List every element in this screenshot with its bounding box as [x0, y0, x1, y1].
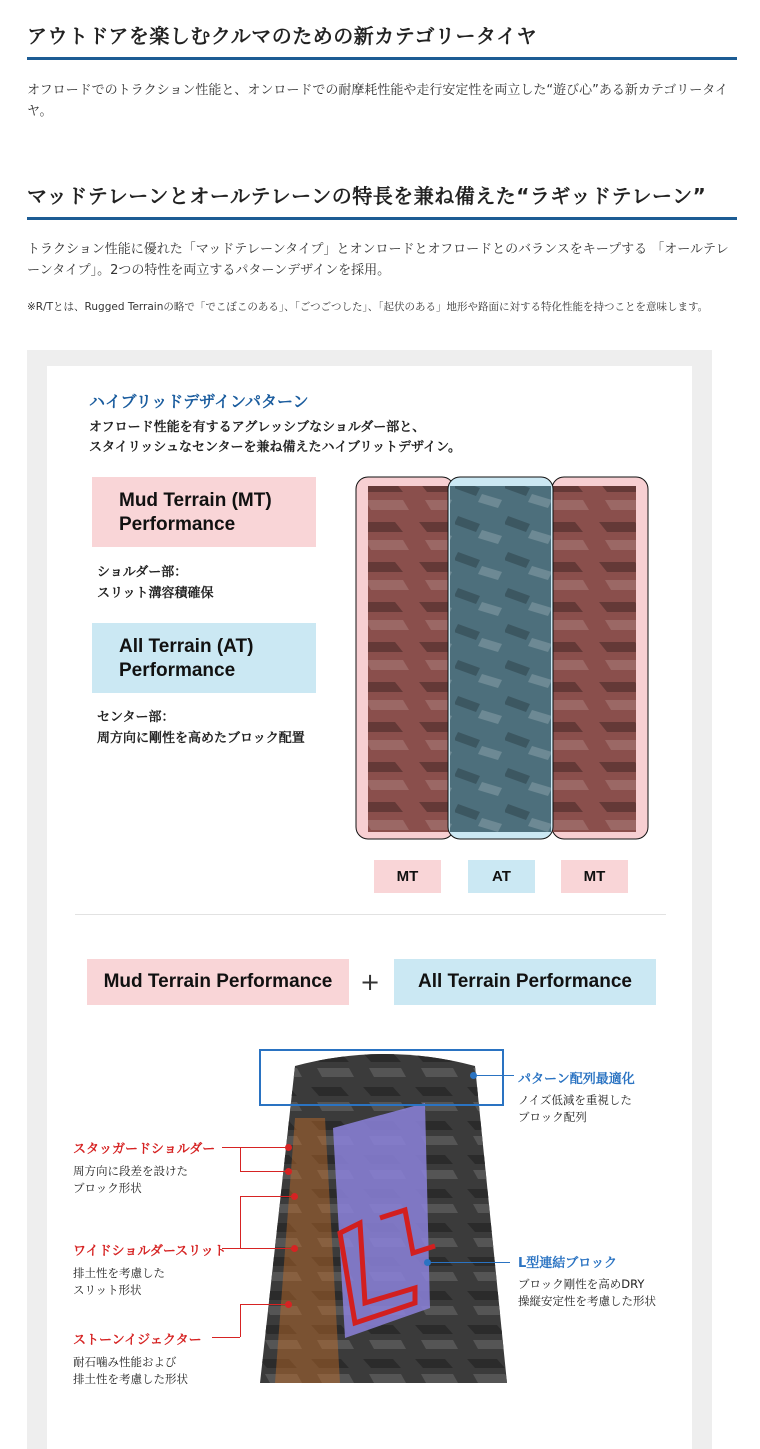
divider [75, 914, 666, 915]
plus-icon: + [360, 968, 381, 996]
wide-dot-2 [291, 1245, 298, 1252]
lblock-dot [424, 1259, 431, 1266]
tag-mt-left: MT [374, 860, 441, 893]
at-box-line1: All Terrain (AT) [119, 636, 254, 657]
tag-at-center: AT [468, 860, 535, 893]
stone-line2: 排土性を考慮した形状 [73, 1372, 188, 1386]
wide-connector-v [240, 1196, 241, 1248]
wide-line1: 排土性を考慮した [73, 1266, 165, 1280]
staggered-connector-top [240, 1147, 288, 1148]
stone-line1: 耐石噛み性能および [73, 1355, 177, 1369]
combo-all-terrain: All Terrain Performance [394, 959, 656, 1005]
mt-box-line1: Mud Terrain (MT) [119, 490, 272, 511]
lblock-line1: ブロック剛性を高めDRY [518, 1277, 645, 1291]
stone-title: ストーンイジェクター [73, 1333, 202, 1348]
combo-mud-terrain: Mud Terrain Performance [87, 959, 349, 1005]
mt-box-line2: Performance [119, 514, 236, 535]
wide-connector-top [240, 1196, 294, 1197]
pattern-highlight-box [259, 1049, 504, 1106]
tread-pattern-image [355, 476, 649, 841]
section-body-new-category: オフロードでのトラクション性能と、オンロードでの耐摩耗性能や走行安定性を両立した“遊び心”ある新カテゴリータイヤ。 [27, 83, 729, 119]
staggered-line2: ブロック形状 [73, 1181, 142, 1195]
feature-staggered-shoulder [73, 1138, 215, 1197]
staggered-dot-2 [285, 1168, 292, 1175]
at-box-line2: Performance [119, 660, 236, 681]
stone-connector-h [212, 1337, 240, 1338]
at-sub-line1: センター部： [97, 710, 175, 725]
feature-stone-ejector [73, 1329, 202, 1388]
pattern-line1: ノイズ低減を重視した [518, 1093, 632, 1107]
stone-dot [285, 1301, 292, 1308]
mt-sub-line1: ショルダー部： [97, 565, 188, 580]
hybrid-pattern-desc-2: スタイリッシュなセンターを兼ね備えたハイブリットデザイン。 [89, 440, 462, 455]
mt-performance-box [92, 477, 316, 547]
tag-mt-right: MT [561, 860, 628, 893]
pattern-title: パターン配列最適化 [518, 1072, 635, 1087]
section-body-rugged-terrain: トラクション性能に優れた「マッドテレーンタイプ」とオンロードとオフロードとのバランスをキープする 「オールテレーンタイプ」。2つの特性を両立するパターンデザインを採用。 [27, 242, 729, 278]
staggered-title: スタッガードショルダー [73, 1142, 216, 1157]
lblock-title: L型連結ブロック [518, 1256, 618, 1271]
staggered-connector-v [240, 1147, 241, 1171]
pattern-dot [470, 1072, 477, 1079]
pattern-line2: ブロック配列 [518, 1110, 587, 1124]
feature-wide-shoulder-slit [73, 1240, 227, 1299]
section-heading-rugged-terrain: マッドテレーンとオールテレーンの特長を兼ね備えた“ラギッドテレーン” [27, 180, 737, 220]
lblock-connector [428, 1262, 510, 1263]
staggered-line1: 周方向に段差を設けた [73, 1164, 188, 1178]
feature-l-shaped-block [518, 1252, 656, 1310]
hybrid-pattern-desc-1: オフロード性能を有するアグレッシブなショルダー部と、 [89, 420, 426, 435]
feature-pattern-optimization [518, 1068, 635, 1126]
wide-line2: スリット形状 [73, 1283, 142, 1297]
rt-definition-note: ※R/Tとは、Rugged Terrainの略で「でこぼこのある」、「ごつごつした」、「起伏のある」地形や路面に対する特化性能を持つことを意味します。 [27, 301, 709, 313]
staggered-connector-h [222, 1147, 240, 1148]
at-sub-line2: 周方向に剛性を高めたブロック配置 [97, 731, 305, 746]
stone-connector-top [240, 1304, 288, 1305]
staggered-dot-1 [285, 1144, 292, 1151]
section-heading-new-category: アウトドアを楽しむクルマのための新カテゴリータイヤ [27, 20, 737, 60]
wide-connector-bottom [240, 1248, 294, 1249]
pattern-connector [474, 1075, 514, 1076]
stone-connector-v [240, 1304, 241, 1337]
at-performance-box [92, 623, 316, 693]
at-sub-text [97, 707, 305, 749]
mt-sub-line2: スリット溝容積確保 [97, 586, 214, 601]
wide-title: ワイドショルダースリット [73, 1244, 227, 1259]
mt-sub-text [97, 562, 213, 604]
lblock-line2: 操縦安定性を考慮した形状 [518, 1294, 656, 1308]
hybrid-pattern-title: ハイブリッドデザインパターン [89, 392, 309, 411]
wide-dot-1 [291, 1193, 298, 1200]
staggered-connector-bottom [240, 1171, 288, 1172]
